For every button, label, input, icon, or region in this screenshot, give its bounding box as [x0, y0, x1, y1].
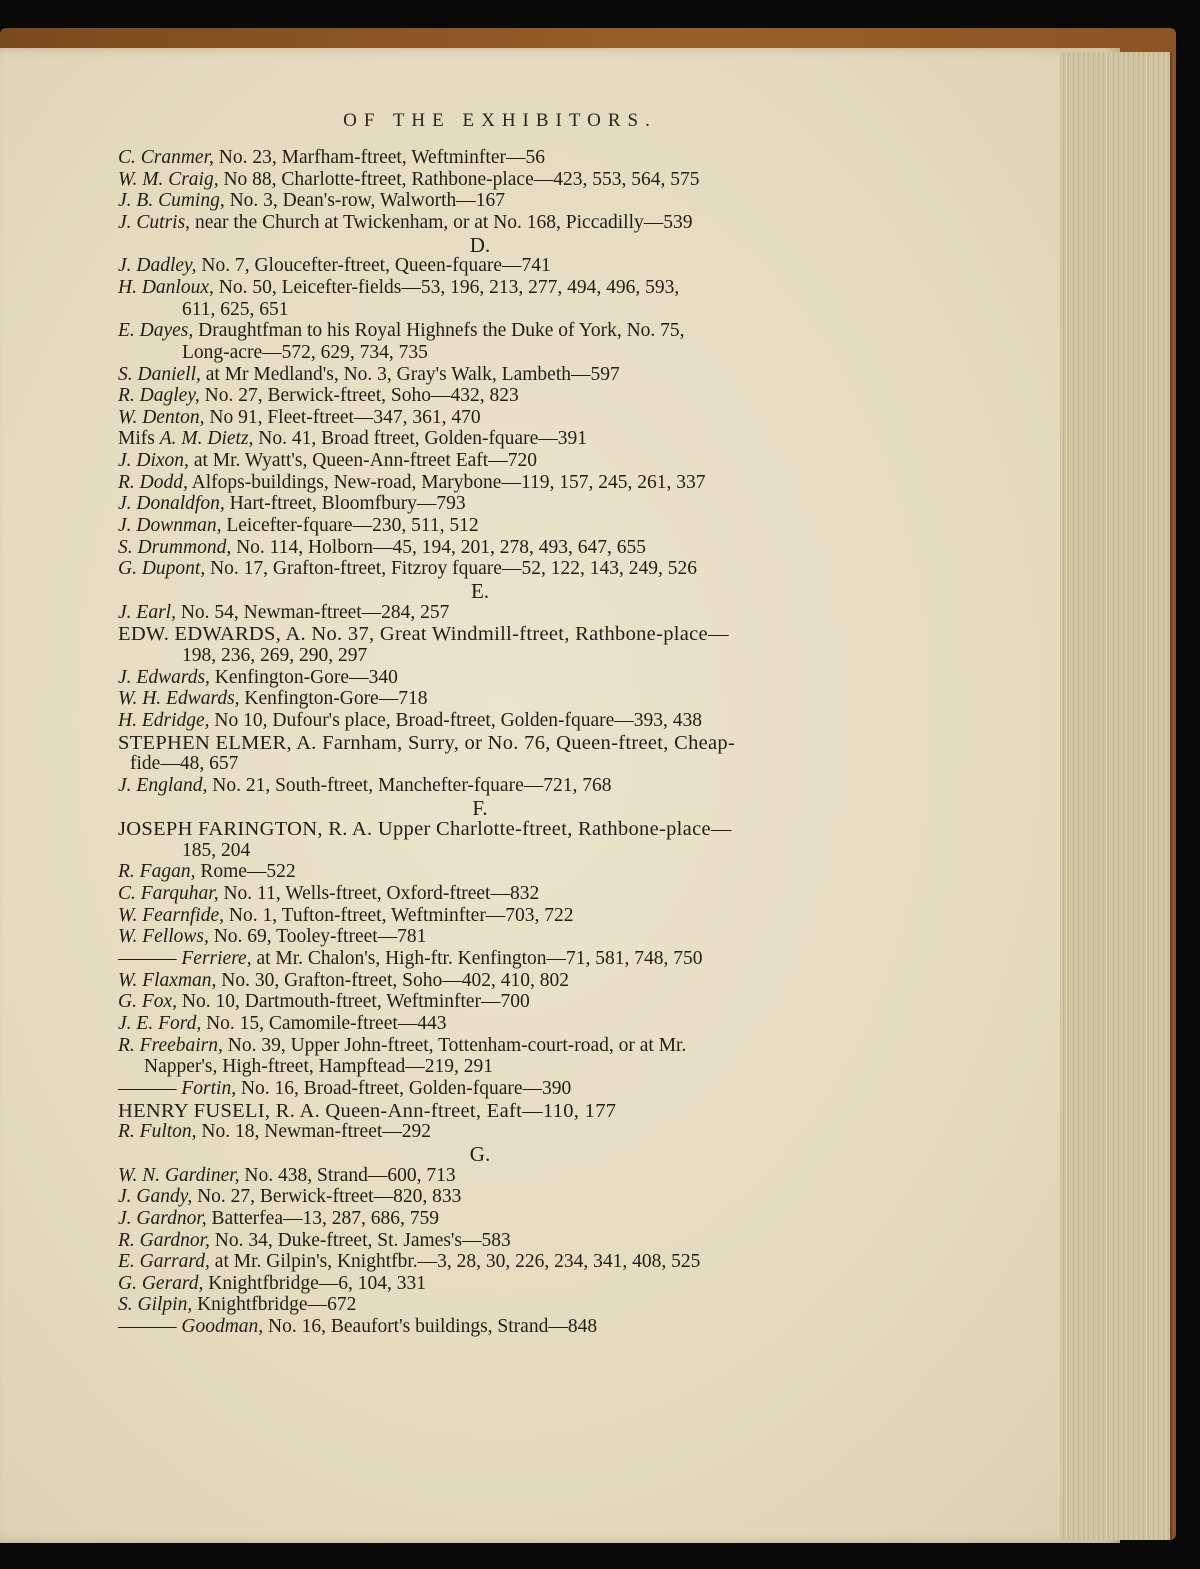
exhibitor-name: J. Gandy, — [118, 1186, 193, 1208]
exhibitor-entry — [118, 1165, 456, 1187]
entry-text: Knightfbridge—6, 104, 331 — [203, 1272, 427, 1294]
exhibitor-name: R. Gardnor, — [118, 1229, 210, 1251]
entry-text: fide—48, 657 — [130, 753, 239, 775]
entry-text: HENRY FUSELI, R. A. Queen-Ann-ftreet, Eaft—110, 177 — [118, 1099, 617, 1122]
entry-text: D. — [469, 232, 491, 257]
exhibitor-entry — [118, 818, 732, 840]
exhibitor-entry — [118, 493, 466, 515]
entry-text: No. 438, Strand—600, 713 — [239, 1164, 456, 1186]
entry-text: STEPHEN ELMER, A. Farnham, Surry, or No. 76, Queen-ftreet, Cheap- — [118, 731, 736, 754]
exhibitor-name: E. Dayes, — [118, 320, 194, 342]
exhibitor-entry — [118, 1294, 356, 1316]
entry-text: No. 18, Newman-ftreet—292 — [196, 1121, 432, 1143]
exhibitor-entry — [118, 1230, 511, 1252]
exhibitor-name: G. Gerard, — [118, 1272, 204, 1294]
section-letter — [10, 797, 950, 819]
entry-text: Napper's, High-ftreet, Hampftead—219, 291 — [144, 1056, 493, 1078]
entry-text: No. 7, Gloucefter-ftreet, Queen-fquare—741 — [196, 255, 551, 277]
entry-text: No. 3, Dean's-row, Walworth—167 — [224, 190, 506, 212]
entry-continuation — [144, 1056, 493, 1078]
exhibitor-name: C. Farquhar, — [118, 883, 219, 905]
entry-text: Knightfbridge—672 — [192, 1294, 357, 1316]
exhibitor-entry — [118, 255, 551, 277]
exhibitor-entry — [118, 1208, 439, 1230]
exhibitor-name: Ferriere, — [181, 948, 252, 970]
section-letter — [10, 1143, 950, 1165]
entry-text: No. 41, Broad ftreet, Golden-fquare—391 — [253, 428, 587, 450]
exhibitor-entry — [118, 277, 679, 299]
exhibitor-entry — [118, 537, 646, 559]
entry-text: Hart-ftreet, Bloomfbury—793 — [224, 493, 466, 515]
entry-text: at Mr. Wyatt's, Queen-Ann-ftreet Eaft—720 — [188, 450, 537, 472]
exhibitor-name: W. Fellows, — [118, 926, 209, 948]
entry-text: Long-acre—572, 629, 734, 735 — [182, 341, 428, 363]
entry-text: 185, 204 — [182, 839, 251, 861]
exhibitor-entry — [118, 991, 530, 1013]
exhibitor-name: J. Donaldfon, — [118, 493, 225, 515]
exhibitor-entry — [118, 1186, 461, 1208]
entry-prefix: ——— — [118, 1316, 182, 1338]
exhibitor-entry — [118, 212, 693, 234]
exhibitor-entry — [118, 926, 426, 948]
entry-text: Kenfington-Gore—718 — [239, 688, 428, 710]
entry-text: at Mr Medland's, No. 3, Gray's Walk, Lambeth—597 — [200, 363, 620, 385]
exhibitor-name: R. Freebairn, — [118, 1034, 223, 1056]
exhibitor-entry — [118, 1013, 447, 1035]
exhibitor-entry — [118, 1035, 686, 1057]
entry-text: No. 11, Wells-ftreet, Oxford-ftreet—832 — [218, 883, 540, 905]
exhibitor-entry — [118, 558, 697, 580]
exhibitor-name: H. Edridge, — [118, 709, 210, 731]
exhibitor-entry — [118, 970, 569, 992]
entry-text: No. 30, Grafton-ftreet, Soho—402, 410, 802 — [216, 969, 569, 991]
exhibitor-name: J. England, — [118, 774, 208, 796]
entry-text: No. 114, Holborn—45, 194, 201, 278, 493, 647, 655 — [231, 536, 646, 558]
exhibitor-name: G. Fox, — [118, 991, 178, 1013]
page-heading: OF THE EXHIBITORS. — [343, 110, 657, 131]
exhibitor-name: J. Dixon, — [118, 450, 189, 472]
exhibitor-name: S. Drummond, — [118, 536, 232, 558]
exhibitor-entry — [118, 472, 705, 494]
entry-continuation — [182, 645, 367, 667]
exhibitor-name: R. Fagan, — [118, 861, 196, 883]
entry-continuation — [182, 299, 289, 321]
exhibitor-entry — [118, 905, 574, 927]
page-edges — [1060, 52, 1172, 1540]
exhibitor-entry — [118, 407, 481, 429]
entry-text: No 91, Fleet-ftreet—347, 361, 470 — [204, 406, 481, 428]
entry-text: EDW. EDWARDS, A. No. 37, Great Windmill-ftreet, Rathbone-place— — [118, 623, 729, 646]
entry-text: No. 34, Duke-ftreet, St. James's—583 — [209, 1229, 511, 1251]
exhibitor-name: W. Denton, — [118, 406, 205, 428]
exhibitor-name: E. Garrard, — [118, 1251, 210, 1273]
entry-text: No. 10, Dartmouth-ftreet, Weftminfter—700 — [177, 991, 530, 1013]
section-letter — [10, 234, 950, 256]
entry-text: No. 17, Grafton-ftreet, Fitzroy fquare—52, 122, 143, 249, 526 — [205, 558, 697, 580]
exhibitor-name: S. Gilpin, — [118, 1294, 193, 1316]
exhibitor-entry — [118, 385, 519, 407]
exhibitor-name: J. Downman, — [118, 515, 222, 537]
exhibitor-entry — [118, 1100, 616, 1122]
exhibitor-name: J. E. Ford, — [118, 1013, 202, 1034]
exhibitor-name: S. Daniell, — [118, 363, 201, 385]
exhibitor-name: R. Dodd, — [118, 471, 188, 493]
entry-text: Batterfea—13, 287, 686, 759 — [206, 1207, 439, 1229]
entry-text: E. — [470, 579, 490, 603]
entry-text: No 88, Charlotte-ftreet, Rathbone-place—423, 553, 564, 575 — [218, 168, 700, 190]
exhibitor-name: R. Dagley, — [118, 385, 200, 407]
exhibitor-entry — [118, 861, 296, 883]
exhibitor-name: J. Cutris, — [118, 211, 191, 233]
exhibitor-name: J. Gardnor, — [118, 1207, 207, 1229]
exhibitor-name: Fortin, — [181, 1077, 237, 1099]
entry-text: Rome—522 — [195, 861, 296, 883]
exhibitor-entry — [118, 667, 398, 689]
exhibitor-entry — [118, 1121, 431, 1143]
entry-text: No 10, Dufour's place, Broad-ftreet, Golden-fquare—393, 438 — [209, 709, 703, 731]
entry-prefix: ——— — [118, 948, 182, 970]
exhibitor-entry — [118, 320, 685, 342]
exhibitor-name: C. Cranmer, — [118, 147, 214, 168]
entry-text: No. 50, Leicefter-fields—53, 196, 213, 277, 494, 496, 593, — [213, 276, 680, 298]
entry-text: No. 16, Broad-ftreet, Golden-fquare—390 — [236, 1077, 572, 1099]
exhibitor-entry — [118, 948, 703, 970]
entry-text: Kenfington-Gore—340 — [209, 666, 398, 688]
entry-prefix: Mifs — [118, 428, 160, 450]
entry-text: No. 1, Tufton-ftreet, Weftminfter—703, 722 — [223, 904, 574, 926]
entry-prefix: ——— — [118, 1077, 182, 1099]
exhibitor-entry — [118, 450, 537, 472]
entry-text: 611, 625, 651 — [182, 298, 289, 320]
entry-text: Draughtfman to his Royal Highnefs the Duke of York, No. 75, — [193, 320, 685, 342]
exhibitor-name: W. N. Gardiner, — [118, 1164, 240, 1186]
entry-text: 198, 236, 269, 290, 297 — [182, 644, 368, 666]
exhibitor-name: W. Flaxman, — [118, 969, 217, 991]
exhibitor-entry — [118, 883, 539, 905]
exhibitor-entry — [118, 623, 729, 645]
exhibitor-entry — [118, 1251, 700, 1273]
entry-text: No. 39, Upper John-ftreet, Tottenham-court-road, or at Mr. — [222, 1034, 687, 1056]
entry-continuation — [182, 342, 428, 364]
exhibitor-entry — [118, 710, 702, 732]
entry-text: No. 54, Newman-ftreet—284, 257 — [175, 601, 450, 623]
exhibitor-entry — [118, 515, 479, 537]
entry-text: F. — [472, 795, 488, 820]
entry-text: Alfops-buildings, New-road, Marybone—119, 157, 245, 261, 337 — [187, 471, 706, 493]
exhibitor-entry — [118, 147, 545, 169]
exhibitor-name: W. M. Craig, — [118, 168, 219, 190]
exhibitor-entry — [118, 190, 505, 212]
exhibitor-entry — [118, 1273, 426, 1295]
exhibitor-name: J. B. Cuming, — [118, 190, 225, 212]
exhibitor-name: J. Dadley, — [118, 255, 197, 277]
exhibitor-entry — [118, 169, 699, 191]
exhibitor-name: R. Fulton, — [118, 1121, 197, 1143]
entry-text: No. 23, Marfham-ftreet, Weftminfter—56 — [213, 147, 545, 168]
exhibitor-name: G. Dupont, — [118, 558, 206, 580]
exhibitor-entry — [118, 1316, 597, 1338]
entry-text: at Mr. Gilpin's, Knightfbr.—3, 28, 30, 226, 234, 341, 408, 525 — [209, 1251, 701, 1273]
entry-text: G. — [469, 1141, 491, 1166]
exhibitor-name: J. Edwards, — [118, 666, 210, 688]
entry-text: Leicefter-fquare—230, 511, 512 — [221, 515, 479, 537]
entry-text: near the Church at Twickenham, or at No. 168, Piccadilly—539 — [190, 211, 693, 233]
entry-text: No. 27, Berwick-ftreet—820, 833 — [192, 1186, 462, 1208]
entry-text: JOSEPH FARINGTON, R. A. Upper Charlotte-ftreet, Rathbone-place— — [118, 818, 732, 841]
exhibitor-name: W. Fearnfide, — [118, 904, 224, 926]
entry-text: No. 69, Tooley-ftreet—781 — [208, 926, 427, 948]
entry-text: No. 16, Beaufort's buildings, Strand—848 — [263, 1316, 598, 1338]
exhibitor-entry — [118, 732, 735, 754]
exhibitor-entry — [118, 1078, 571, 1100]
exhibitor-name: A. M. Dietz, — [159, 428, 254, 450]
entry-text: No. 27, Berwick-ftreet, Soho—432, 823 — [199, 385, 519, 407]
section-letter — [10, 580, 950, 602]
exhibitor-name: Goodman, — [181, 1316, 264, 1338]
entry-text: at Mr. Chalon's, High-ftr. Kenfington—71, 581, 748, 750 — [251, 948, 703, 970]
exhibitor-entry — [118, 775, 611, 797]
entry-continuation — [130, 753, 238, 775]
exhibitor-entry — [118, 688, 427, 710]
entry-text: No. 21, South-ftreet, Manchefter-fquare—721, 768 — [207, 774, 612, 796]
exhibitor-name: J. Earl, — [118, 601, 176, 623]
exhibitor-entry — [118, 364, 620, 386]
exhibitor-name: W. H. Edwards, — [118, 688, 240, 710]
entry-text: No. 15, Camomile-ftreet—443 — [201, 1013, 447, 1034]
exhibitor-entry — [118, 602, 449, 624]
exhibitor-name: H. Danloux, — [118, 276, 214, 298]
entry-continuation — [182, 840, 250, 862]
exhibitor-entry — [118, 428, 587, 450]
